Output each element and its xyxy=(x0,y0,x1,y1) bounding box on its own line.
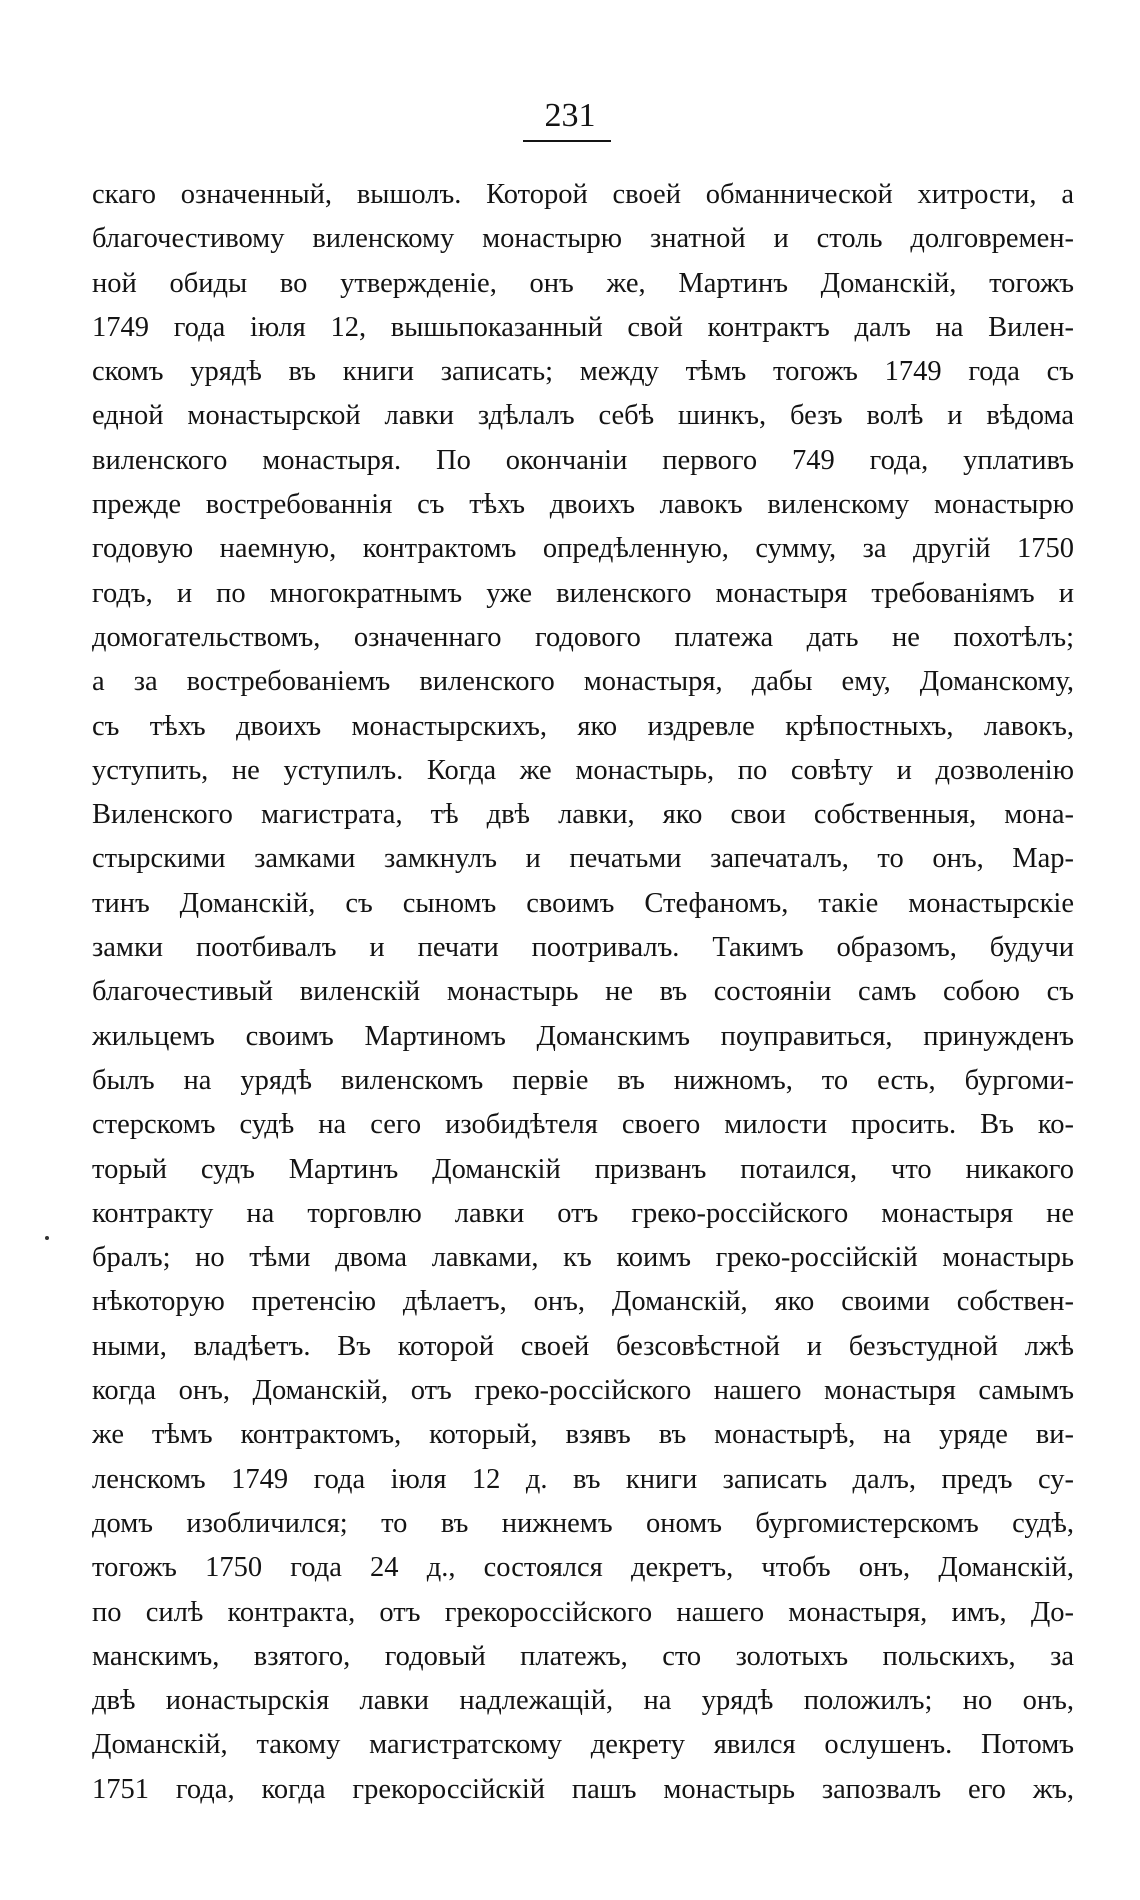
text-line: скаго означенный, вышолъ. Которой своей обманнической хитрости, а xyxy=(92,179,1074,210)
text-line: торый судъ Мартинъ Доманскій призванъ потаился, что никакого xyxy=(92,1153,1074,1185)
text-line: уступить, не уступилъ. Когда же монастырь, по совѣту и дозволенію xyxy=(92,754,1074,786)
text-line: стерскомъ судѣ на сего изобидѣтеля своего милости просить. Въ ко- xyxy=(92,1109,1074,1141)
text-line: тинъ Доманскій, съ сыномъ своимъ Стефаномъ, такіе монастырскіе xyxy=(92,887,1074,919)
text-line: а за востребованіемъ виленского монастыря, дабы ему, Доманскому, xyxy=(92,666,1074,698)
text-line: 1751 года, когда грекороссійскій пашъ монастырь запозвалъ его жъ, xyxy=(92,1773,1074,1805)
text-line: ной обиды во утвержденіе, онъ же, Мартинъ Доманскій, тогожъ xyxy=(92,267,1074,299)
text-line: виленского монастыря. По окончаніи первого 749 года, уплативъ xyxy=(92,444,1074,476)
text-line: скомъ урядѣ въ книги записать; между тѣмъ тогожъ 1749 года съ xyxy=(92,356,1074,388)
text-line: манскимъ, взятого, годовый платежъ, сто золотыхъ польскихъ, за xyxy=(92,1640,1074,1672)
text-line: двѣ ионастырскія лавки надлежащій, на урядѣ положилъ; но онъ, xyxy=(92,1685,1074,1717)
text-line: годъ, и по многократнымъ уже виленского монастыря требованіямъ и xyxy=(92,577,1074,609)
text-line: стырскими замками замкнулъ и печатьми запечаталъ, то онъ, Мар- xyxy=(92,843,1074,875)
text-line: Доманскій, такому магистратскому декрету явился ослушенъ. Потомъ xyxy=(92,1729,1074,1761)
text-line: едной монастырской лавки здѣлалъ себѣ шинкъ, безъ волѣ и вѣдома xyxy=(92,400,1074,432)
text-line: съ тѣхъ двоихъ монастырскихъ, яко издревле крѣпостныхъ, лавокъ, xyxy=(92,710,1074,742)
text-line: тогожъ 1750 года 24 д., состоялся декретъ, чтобъ онъ, Доманскій, xyxy=(92,1552,1074,1584)
text-line: замки поотбивалъ и печати поотривалъ. Такимъ образомъ, будучи xyxy=(92,932,1074,964)
text-line: контракту на торговлю лавки отъ греко-россійского монастыря не xyxy=(92,1197,1074,1229)
text-line: домогательствомъ, означеннаго годового платежа дать не похотѣлъ; xyxy=(92,621,1074,653)
margin-mark xyxy=(45,1236,49,1240)
text-line: ными, владѣетъ. Въ которой своей безсовѣстной и безъстудной лжѣ xyxy=(92,1330,1074,1362)
text-line: 1749 года іюля 12, вышьпоказанный свой контрактъ далъ на Вилен- xyxy=(92,311,1074,343)
text-line: Виленского магистрата, тѣ двѣ лавки, яко свои собственныя, мона- xyxy=(92,799,1074,831)
text-line: бралъ; но тѣми двома лавками, къ коимъ греко-россійскій монастырь xyxy=(92,1242,1074,1274)
text-line: благочестивый виленскій монастырь не въ состояніи самъ собою съ xyxy=(92,976,1074,1008)
text-line: домъ изобличился; то въ нижнемъ ономъ бургомистерскомъ судѣ, xyxy=(92,1507,1074,1539)
text-line: жильцемъ своимъ Мартиномъ Доманскимъ поуправиться, принужденъ xyxy=(92,1020,1074,1052)
text-line: годовую наемную, контрактомъ опредѣленную, сумму, за другій 1750 xyxy=(92,533,1074,565)
page-number: 231 xyxy=(544,97,596,134)
text-line: благочестивому виленскому монастырю знатной и столь долговремен- xyxy=(92,223,1074,255)
text-line: прежде востребованнія съ тѣхъ двоихъ лавокъ виленскому монастырю xyxy=(92,489,1074,521)
text-line: ленскомъ 1749 года іюля 12 д. въ книги записать далъ, предъ су- xyxy=(92,1463,1074,1495)
page-number-rule xyxy=(523,140,611,142)
text-line: когда онъ, Доманскій, отъ греко-россійского нашего монастыря самымъ xyxy=(92,1375,1074,1407)
text-line: нѣкоторую претенсію дѣлаетъ, онъ, Доманскій, яко своими собствен- xyxy=(92,1286,1074,1318)
body-text xyxy=(92,173,1074,1812)
text-line: по силѣ контракта, отъ грекороссійского нашего монастыря, имъ, До- xyxy=(92,1596,1074,1628)
text-line: былъ на урядѣ виленскомъ первіе въ нижномъ, то есть, бургоми- xyxy=(92,1064,1074,1096)
text-line: же тѣмъ контрактомъ, который, взявъ въ монастырѣ, на уряде ви- xyxy=(92,1419,1074,1451)
